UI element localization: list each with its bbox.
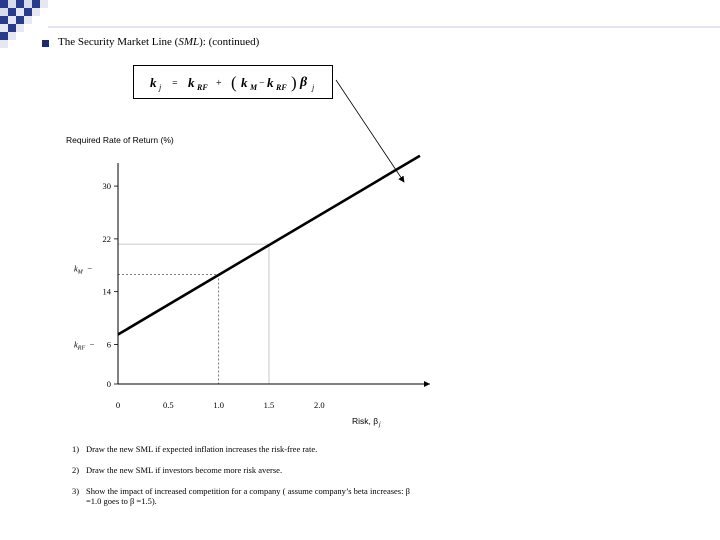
svg-text:RF: RF: [197, 83, 208, 92]
x-axis-label: [352, 416, 381, 428]
svg-text:k: k: [150, 75, 157, 90]
x-tick-label: 2.0: [313, 400, 325, 410]
svg-text:M: M: [250, 83, 258, 92]
question-item: 1) Draw the new SML if expected inflation increases the risk-free rate.: [72, 444, 318, 454]
question-list: [72, 444, 412, 517]
x-tick-label: 0: [115, 400, 121, 410]
y-extra-label: $k_M$ −: [74, 263, 93, 276]
x-tick-label: 1.0: [213, 400, 224, 410]
y-extra-label: $k_{RF}$ −: [74, 339, 95, 352]
svg-text:k: k: [267, 75, 274, 90]
svg-text:+: +: [216, 78, 222, 89]
svg-text:−: −: [259, 78, 265, 89]
y-tick-label: 30: [102, 181, 111, 192]
formula-pointer-arrow: [336, 80, 404, 182]
svg-text:Risk, βj: Risk, $\beta_j$: [352, 416, 381, 428]
svg-text:j: j: [159, 83, 162, 92]
slide-title: The Security Market Line (SML): (continued): [58, 36, 260, 48]
svg-text:k: k: [188, 75, 195, 90]
x-axis-arrow: [424, 381, 430, 387]
question-item: 2) Draw the new SML if investors become more risk averse.: [72, 465, 283, 475]
x-tick-label: 1.5: [263, 400, 275, 410]
svg-text:β: β: [300, 75, 308, 90]
y-tick-label: 6: [106, 339, 111, 350]
svg-text:k: k: [241, 75, 248, 90]
y-tick-label: 22: [102, 233, 111, 244]
svg-text:j: j: [312, 83, 315, 92]
svg-text:(: (: [231, 73, 237, 92]
svg-text:RF: RF: [276, 83, 287, 92]
y-tick-label: 14: [102, 286, 111, 297]
svg-text:): ): [291, 73, 297, 92]
question-item: 3) Show the impact of increased competition for a company ( assume company’s beta increases: β =1.0 goes to β =1.5).: [72, 486, 410, 506]
y-axis-label: Required Rate of Return (%): [66, 135, 174, 145]
svg-text:=: =: [172, 78, 178, 89]
y-tick-label: 0: [106, 379, 111, 389]
x-tick-label: 0.5: [163, 400, 174, 410]
